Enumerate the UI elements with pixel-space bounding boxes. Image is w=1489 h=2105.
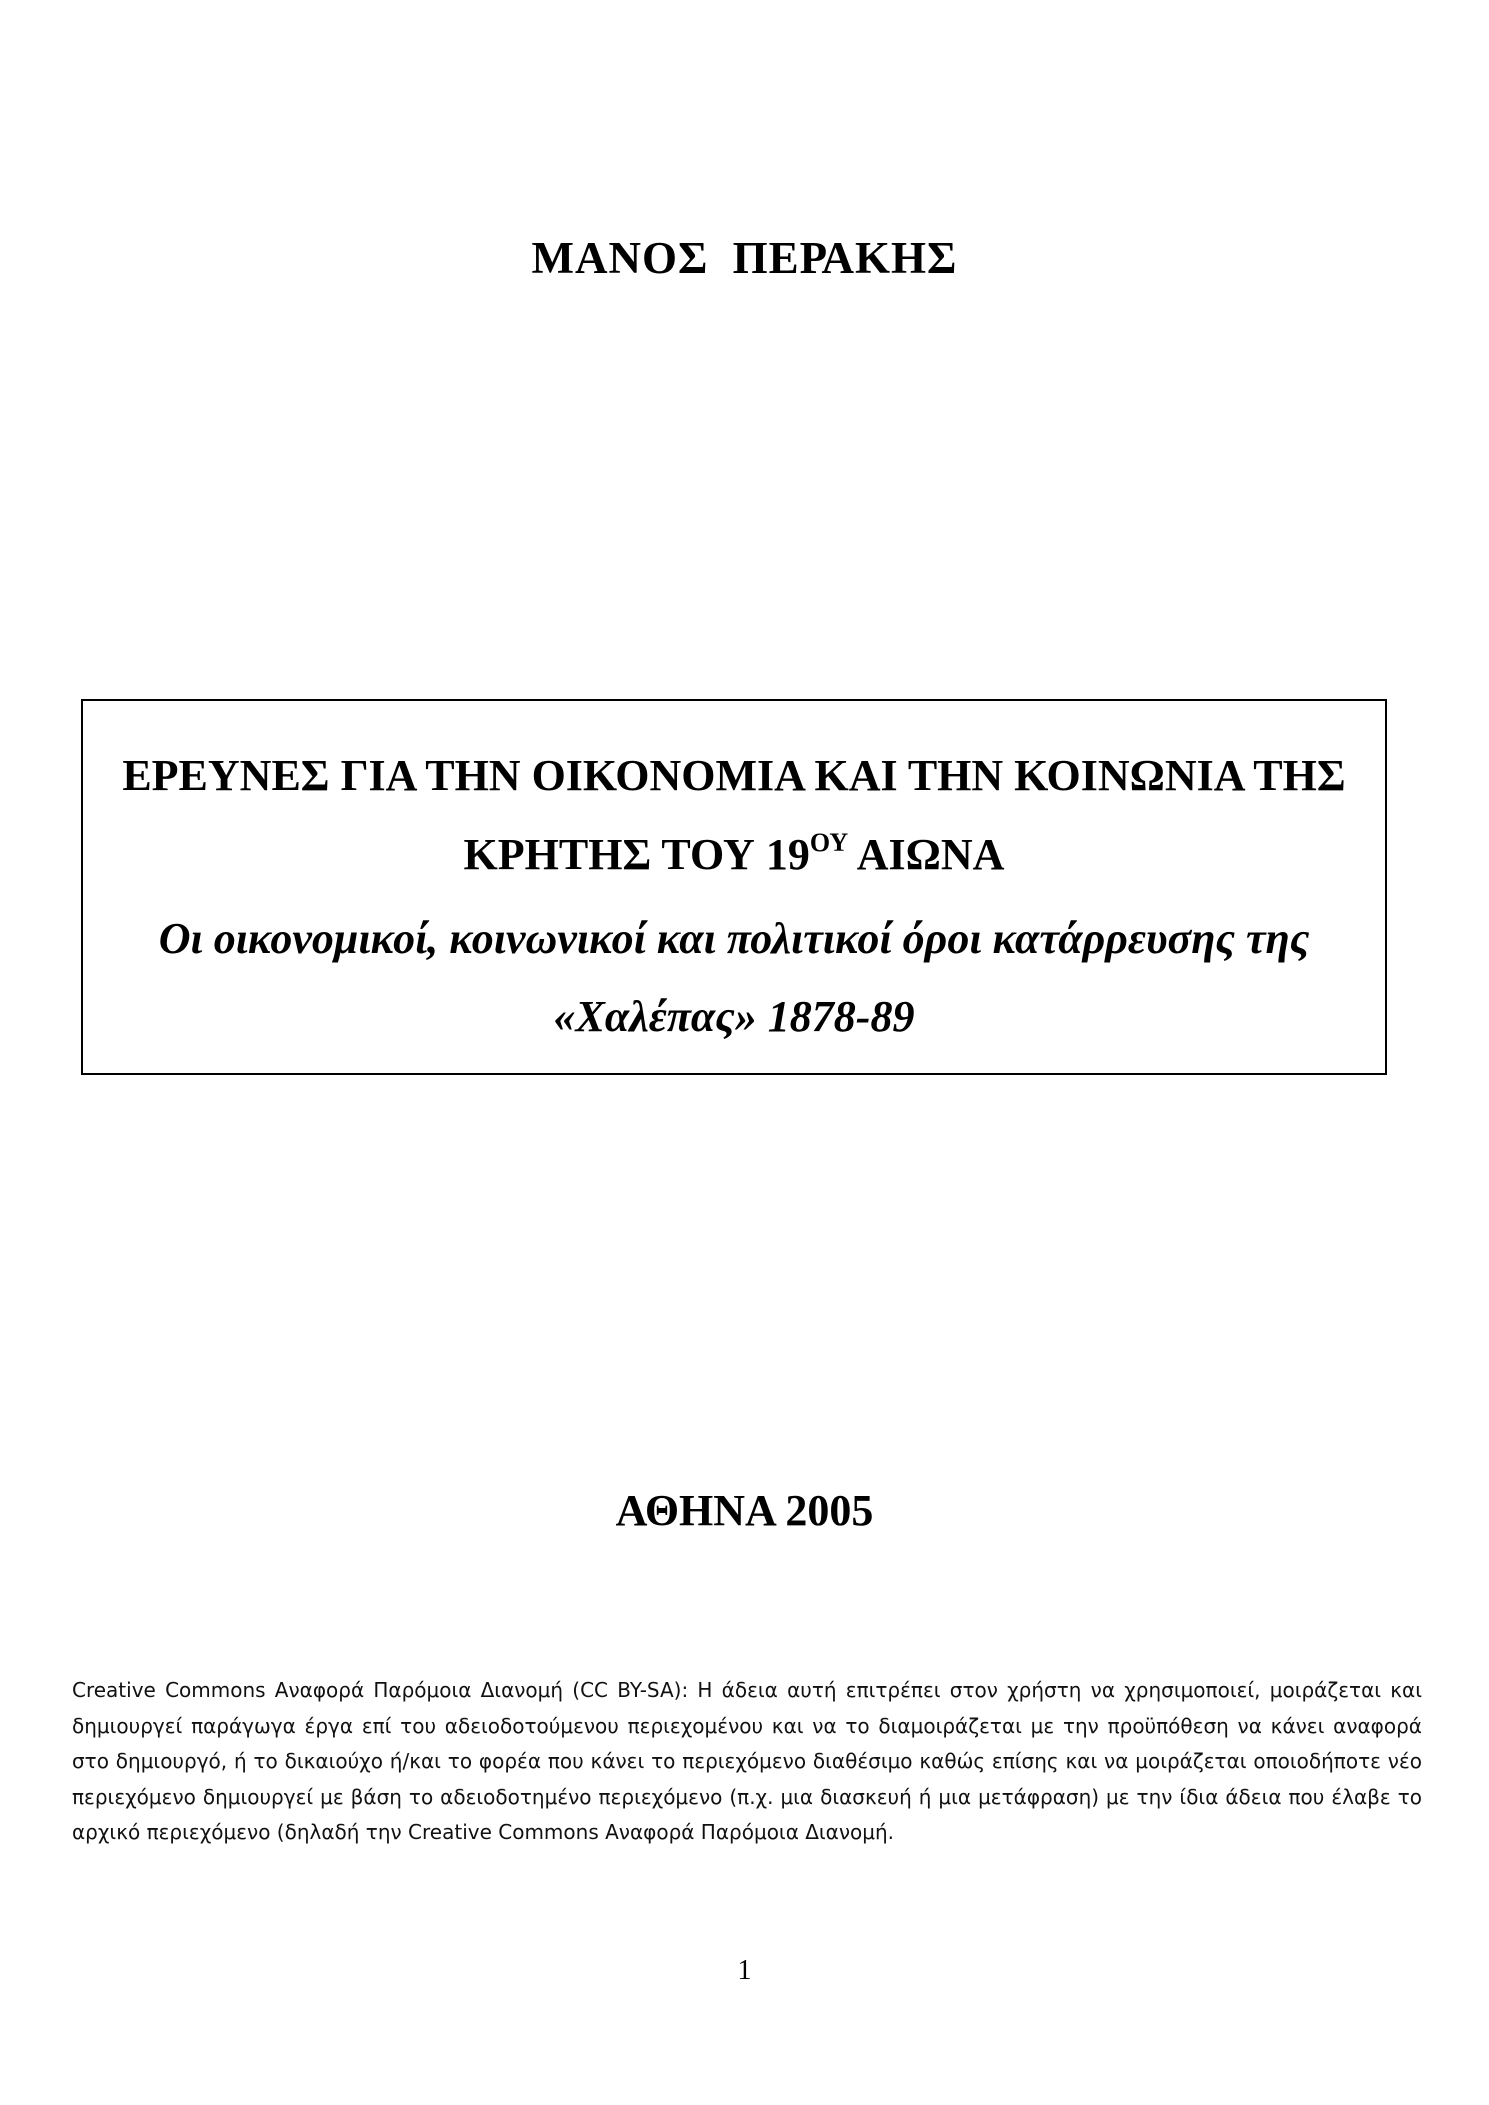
- page-number: 1: [737, 1955, 752, 1986]
- subtitle-line-2: «Χαλέπας» 1878-89: [553, 992, 915, 1041]
- title-line-2: [83, 829, 1385, 880]
- author-name: ΜΑΝΟΣ ΠΕΡΑΚΗΣ: [531, 233, 958, 283]
- license-paragraph: Creative Commons Αναφορά Παρόμοια Διανομή (CC BY-SA): Η άδεια αυτή επιτρέπει στον χρήστη να χρησιμοποιεί, μοιράζεται και δημιουργεί παράγωγα έργα επί του αδειοδοτούμενου περιεχομένου και να το διαμοιράζεται με την προϋπόθεση να κάνει αναφορά στο δημιουργό, ή το δικαιούχο ή/και το φορέα που κάνει το περιεχόμενο διαθέσιμο καθώς επίσης και να μοιράζεται οποιοδήποτε νέο περιεχόμενο δημιουργεί με βάση το αδειοδοτημένο περιεχόμενο (π.χ. μια διασκευή ή μια μετάφραση) με την ίδια άδεια που έλαβε το αρχικό περιεχόμενο (δηλαδή την Creative Commons Αναφορά Παρόμοια Διανομή.: [72, 1678, 1422, 1844]
- title-line-2-main: ΚΡΗΤΗΣ ΤΟΥ 19: [463, 830, 810, 879]
- title-superscript: ΟΥ: [809, 828, 849, 857]
- title-line-1: ΕΡΕΥΝΕΣ ΓΙΑ ΤΗΝ ΟΙΚΟΝΟΜΙΑ ΚΑΙ ΤΗΝ ΚΟΙΝΩΝΙΑ ΤΗΣ: [122, 751, 1346, 800]
- title-box: [81, 699, 1387, 1075]
- subtitle-line-1: Οι οικονομικοί, κοινωνικοί και πολιτικοί όροι κατάρρευσης της: [158, 914, 1310, 963]
- place-and-date: ΑΘΗΝΑ 2005: [615, 1486, 874, 1535]
- title-line-2-end: ΑΙΩΝΑ: [848, 830, 1005, 879]
